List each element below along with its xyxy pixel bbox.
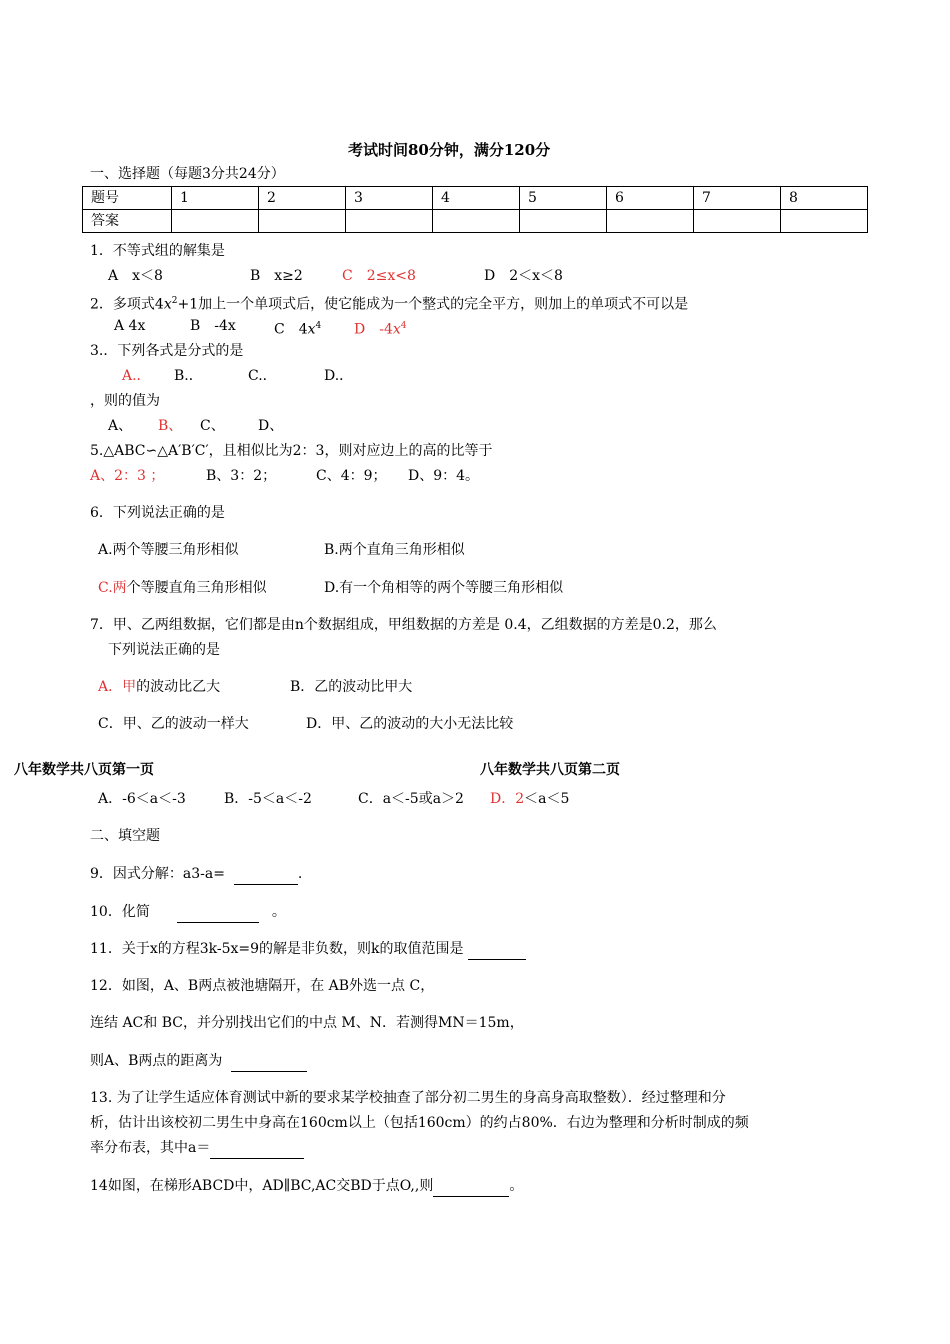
q4-stem: ，则的值为	[90, 393, 160, 409]
q8-option-a: A．-6＜a＜-3	[98, 791, 186, 807]
question-number: 5	[520, 187, 607, 210]
question-number: 2	[259, 187, 346, 210]
q6-option-a: A.两个等腰三角形相似	[98, 542, 239, 558]
q3-option-a: A.．	[122, 368, 151, 384]
answer-cell[interactable]	[433, 210, 520, 233]
q5-option-a: A、2：3 ；	[90, 468, 165, 484]
q2-stem: 2．多项式$4x^2+1$加上一个单项式后，使它能成为一个整式的完全平方，则加上的单项式不可以是	[90, 296, 689, 313]
section-choice-title: 一、选择题（每题3分共24分）	[90, 166, 285, 182]
q4-option-d: D、	[258, 418, 284, 434]
question-number: 7	[694, 187, 781, 210]
q4-option-b: B、	[158, 418, 183, 434]
q9: 9．因式分解：a3-a= .	[90, 864, 302, 885]
q1-option-b: B x≥2	[250, 268, 303, 284]
q4-option-c: C、	[200, 418, 225, 434]
q13-line1: 13. 为了让学生适应体育测试中新的要求某学校抽查了部分初二男生的身高身高取整数）．经过整理和分	[90, 1090, 726, 1106]
answer-cell[interactable]	[346, 210, 433, 233]
q2-option-c: C $4x^4$	[274, 321, 322, 338]
q11: 11．关于x的方程3k-5x=9的解是非负数，则k的取值范围是	[90, 939, 526, 960]
q6-option-b: B.两个直角三角形相似	[324, 542, 465, 558]
q3-stem: 3.．下列各式是分式的是	[90, 343, 244, 359]
q2-option-a: A 4x	[114, 318, 146, 334]
q1-option-c: C 2≤x<8	[342, 268, 416, 284]
q1-option-a: A x＜8	[108, 268, 163, 284]
q13-blank[interactable]	[210, 1138, 304, 1159]
exam-header: 考试时间80分钟，满分120分	[348, 141, 551, 159]
q7-stem-line2: 下列说法正确的是	[108, 642, 220, 658]
q5-option-c: C、4：9；	[316, 468, 387, 484]
q14-blank[interactable]	[433, 1176, 509, 1197]
q5-option-b: B、3：2；	[206, 468, 277, 484]
q10: 10．化简 。	[90, 902, 286, 923]
q2-option-d: D $-4x^4$	[354, 321, 407, 338]
q7-stem-line1: 7．甲、乙两组数据，它们都是由n个数据组成，甲组数据的方差是 0.4，乙组数据的方差是0.2，那么	[90, 617, 717, 633]
q7-option-c: C．甲、乙的波动一样大	[98, 716, 249, 732]
q2-option-b: B -4x	[190, 318, 236, 334]
answer-table	[82, 186, 868, 233]
footer-right: 八年数学共八页第二页	[480, 762, 620, 778]
question-number: 6	[607, 187, 694, 210]
answer-cell[interactable]	[607, 210, 694, 233]
q6-option-d: D.有一个角相等的两个等腰三角形相似	[324, 580, 564, 596]
question-number: 4	[433, 187, 520, 210]
q1-option-d: D 2＜x＜8	[484, 268, 563, 284]
q7-option-d: D．甲、乙的波动的大小无法比较	[306, 716, 514, 732]
q3-option-c: C.．	[248, 368, 277, 384]
q11-blank[interactable]	[468, 939, 526, 960]
q4-option-a: A、	[108, 418, 133, 434]
answer-cell[interactable]	[781, 210, 868, 233]
q8-option-d: D．2＜a＜5	[490, 791, 570, 807]
answer-cell[interactable]	[694, 210, 781, 233]
q10-blank[interactable]	[177, 902, 259, 923]
table-row	[83, 187, 868, 210]
q14: 14如图，在梯形ABCD中，AD∥BC,AC交BD于点O,,则 。	[90, 1176, 523, 1197]
q6-option-c: C.两个等腰直角三角形相似	[98, 580, 267, 596]
answer-cell[interactable]	[172, 210, 259, 233]
q9-blank[interactable]	[234, 864, 298, 885]
answer-cell[interactable]	[259, 210, 346, 233]
q12-blank[interactable]	[231, 1051, 307, 1072]
q1-stem: 1．不等式组的解集是	[90, 243, 225, 259]
q5-stem: 5.△ABC∽△A′B′C′，且相似比为2：3，则对应边上的高的比等于	[90, 443, 493, 459]
question-number: 1	[172, 187, 259, 210]
q3-option-d: D.．	[324, 368, 354, 384]
q7-option-a: A．甲的波动比乙大	[98, 679, 221, 695]
q12-line1: 12．如图，A、B两点被池塘隔开，在 AB外选一点 C，	[90, 978, 435, 994]
q8-option-b: B．-5＜a＜-2	[224, 791, 312, 807]
q13-line3: 率分布表，其中a＝	[90, 1138, 304, 1159]
q12-line2: 连结 AC和 BC，并分别找出它们的中点 M、N．若测得MN＝15m，	[90, 1015, 524, 1031]
q8-option-c: C．a＜-5或a＞2	[358, 791, 464, 807]
row-label: 答案	[83, 210, 172, 233]
answer-cell[interactable]	[520, 210, 607, 233]
q6-stem: 6．下列说法正确的是	[90, 505, 225, 521]
row-label: 题号	[83, 187, 172, 210]
q7-option-b: B．乙的波动比甲大	[290, 679, 413, 695]
section-fill-title: 二、填空题	[90, 828, 160, 844]
q3-option-b: B.．	[174, 368, 203, 384]
footer-left: 八年数学共八页第一页	[14, 762, 154, 778]
q5-option-d: D、9：4。	[408, 468, 480, 484]
q12-line3: 则A、B两点的距离为	[90, 1051, 307, 1072]
question-number: 8	[781, 187, 868, 210]
q13-line2: 析，估计出该校初二男生中身高在160cm以上（包括160cm）的约占80%．右边为整理和分析时制成的频	[90, 1115, 749, 1131]
question-number: 3	[346, 187, 433, 210]
table-row	[83, 210, 868, 233]
